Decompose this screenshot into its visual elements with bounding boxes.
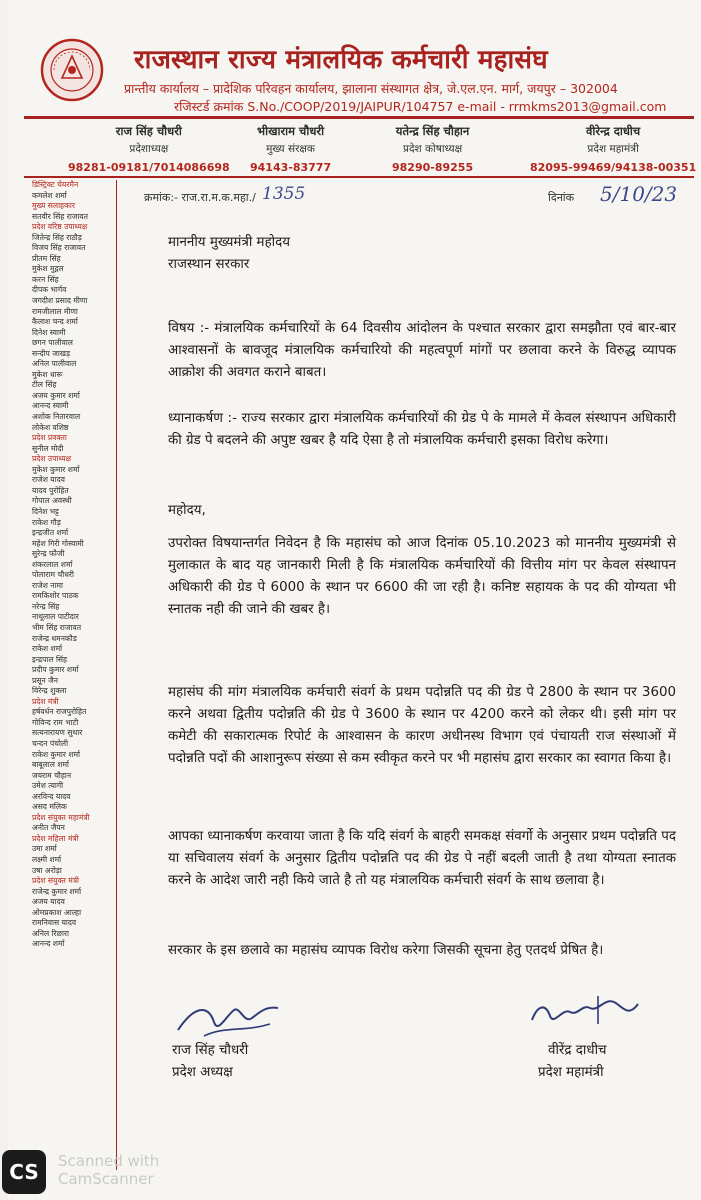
sidebar-member: दिनेश भट्ट: [32, 506, 59, 516]
sidebar-member: गोविन्द राम भाटी: [32, 717, 79, 727]
sidebar-member: उमा शर्मा: [32, 844, 57, 854]
salutation: महोदय,: [168, 503, 206, 518]
sidebar-member: अजय यादव: [32, 897, 65, 907]
sidebar-member: अनीत जैपन: [32, 823, 65, 833]
sidebar-member: राकेश कुमार शर्मा: [32, 749, 81, 759]
sidebar-member: उमेश त्यागी: [32, 781, 64, 791]
sidebar-member: नरेन्द्र सिंह: [32, 601, 60, 611]
federation-logo: [40, 38, 104, 102]
president-signature: [174, 996, 284, 1042]
sidebar-member: शंकरलाल शर्मा: [32, 559, 73, 569]
sidebar-member: कमलेश शर्मा: [32, 190, 67, 200]
officer-role: प्रदेश महामंत्री: [587, 143, 639, 155]
sidebar-member: चन्दन पंचोली: [32, 738, 69, 748]
officer-general-secretary: [530, 124, 696, 174]
reference-label: क्रमांक:- राज.रा.म.क.महा./: [144, 191, 256, 204]
body-paragraph-3: आपका ध्यानाकर्षण करवाया जाता है कि यदि संवर्ग के बाहरी समकक्ष संवर्गो के अनुसार प्रथम पदोन्नति पद या सचिवालय संवर्ग के अनुसार द्वितीय पदोन्नति पद की ग्रेड पे नहीं बदली जाती है तथा योग्यता स्नातक करने के आदेश जारी नही किये जाते है तो यह मंत्रालयिक कर्मचारी संवर्ग के साथ छलावा है।: [168, 829, 676, 888]
officer-name: राज सिंह चौधरी: [115, 124, 182, 138]
officer-name: भीखाराम चौधरी: [257, 124, 325, 138]
sidebar-member: राकेश शर्मा: [32, 644, 63, 654]
sidebar-member: प्रीतम सिंह: [32, 253, 61, 263]
general-secretary-role: प्रदेश महामंत्री: [538, 1065, 604, 1080]
sidebar-member: कैलाश चन्द शर्मा: [32, 317, 78, 327]
sidebar-member: टील सिंह: [32, 380, 57, 390]
officer-phone: 98290-89255: [392, 161, 474, 174]
body-paragraph-2: महासंघ की मांग मंत्रालयिक कर्मचारी संवर्ग के प्रथम पदोन्नति पद की ग्रेड पे 2800 के स्थान पर 3600 करने अथवा द्वितीय पदोन्नति की ग्रेड पे 3600 के स्थान पर 4200 करने को लेकर थी। इसी मांग पर कमेटी की सकारात्मक रिपोर्ट के आश्वासन के कारण अधीनस्थ विभाग एवं पंचायती राज संस्थाओं में पदोन्नति पदों की आशानुरूप संख्या से कम स्वीकृत करने पर भी महासंघ द्वारा सरकार का स्वागत किया है।: [168, 685, 676, 766]
sidebar-member: ओमप्रकाश आल्हा: [32, 907, 82, 917]
sidebar-member: मुकेश कुमार शर्मा: [32, 464, 80, 474]
camscanner-line-2: CamScanner: [58, 1170, 154, 1188]
sidebar-member: यादव पुरोहित: [32, 485, 69, 495]
sidebar-member: विजय सिंह राजावत: [32, 243, 86, 253]
sidebar-member: दीपक भार्गव: [32, 285, 67, 295]
sidebar-member: सतवीर सिंह राजावत: [32, 211, 88, 221]
sidebar-member: जितेन्द्र सिंह राठौड़: [32, 232, 82, 242]
sidebar-member: प्रदेश महिला मंत्री: [32, 833, 79, 843]
sidebar-member: प्रदेश उपाध्यक्ष: [32, 454, 72, 464]
reference-number: 1355: [262, 184, 306, 204]
officer-treasurer: [392, 124, 473, 174]
sidebar-member: प्रदीप कुमार शर्मा: [32, 665, 79, 675]
officer-name: यतेन्द्र सिंह चौहान: [395, 124, 470, 138]
sidebar-member: मुकेश धारू: [32, 369, 63, 379]
header-divider: [24, 116, 694, 119]
sidebar-member: राकेश गौड़: [32, 517, 61, 527]
general-secretary-signature: [528, 990, 648, 1036]
officer-patron: [250, 124, 331, 174]
sidebar-member: सन्दीप जाखड़: [32, 348, 71, 358]
letter-page: [8, 0, 701, 1200]
camscanner-logo: CS: [2, 1150, 46, 1194]
attention-paragraph: ध्यानाकर्षण :- राज्य सरकार द्वारा मंत्रालयिक कर्मचारियों की ग्रेड पे के मामले में केवल संस्थापन अधिकारी की ग्रेड पे बदलने की अपुष्ट खबर है यदि ऐसा है तो मंत्रालयिक कर्मचारी इसका विरोध करेगा।: [168, 411, 676, 448]
sidebar-member: इन्द्रपाल सिंह: [32, 654, 68, 664]
sidebar-member: प्रदेश वरिष्ठ उपाध्यक्ष: [32, 222, 88, 232]
subject-paragraph: विषय :- मंत्रालयिक कर्मचारियों के 64 दिवसीय आंदोलन के पश्चात सरकार द्वारा समझौता एवं बार-बार आश्वासनों के बावजूद मंत्रालयिक कर्मचारियो की महत्वपूर्ण मांगों पर छलावा करने के विरुद्ध व्यापक आक्रोश की अवगत कराने बाबत।: [168, 321, 676, 380]
office-bearers-sidebar: [32, 180, 122, 1180]
sidebar-member: रामजीलाल मीणा: [32, 306, 78, 316]
date-value: 5/10/23: [600, 182, 678, 206]
officer-role: मुख्य संरक्षक: [266, 143, 315, 155]
sidebar-member: राजेन्द्र कुमार शर्मा: [32, 886, 82, 896]
sidebar-member: पोलाराम चौधरी: [32, 570, 74, 580]
sidebar-member: इन्द्रजीत शर्मा: [32, 528, 69, 538]
recipient-line-2: राजस्थान सरकार: [168, 257, 250, 272]
sidebar-member: गोपाल अवस्थी: [32, 496, 72, 506]
sidebar-member: जगदीश प्रसाद मीणा: [32, 296, 88, 306]
sidebar-member: हर्षवर्धन राजपुरोहित: [32, 707, 87, 717]
general-secretary-name: वीरेंद्र दाधीच: [548, 1043, 607, 1058]
sidebar-member: सुनील मोदी: [32, 443, 64, 453]
sidebar-member: प्रदेश संयुक्त मंत्री: [32, 876, 79, 886]
sidebar-member: लक्ष्मी शर्मा: [32, 855, 62, 864]
camscanner-watermark: [58, 1152, 159, 1188]
officer-phone: 98281-09181/7014086698: [68, 161, 230, 174]
date-label: दिनांक: [548, 191, 575, 204]
sidebar-member: अरविन्द यादव: [32, 791, 71, 801]
officer-phone: 94143-83777: [250, 161, 332, 174]
sidebar-member: प्रसून जैन: [32, 675, 58, 685]
sidebar-member: बाबूलाल शर्मा: [32, 760, 69, 770]
sidebar-member: उषा अरोड़ा: [32, 865, 62, 875]
sidebar-member: राजेश यादव: [32, 475, 65, 485]
sidebar-member: राजेन्द्र धमनकौड: [32, 633, 77, 643]
sidebar-member: मुकेश मुद्गल: [32, 264, 64, 274]
closing-paragraph: सरकार के इस छलावे का महासंघ व्यापक विरोध करेगा जिसकी सूचना हेतु एतदर्थ प्रेषित है।: [168, 943, 604, 958]
sidebar-member: दिनेश स्वामी: [32, 327, 66, 337]
officer-role: प्रदेशाध्यक्ष: [129, 143, 169, 155]
officer-name: वीरेन्द्र दाधीच: [586, 124, 641, 138]
officer-president: [68, 124, 230, 174]
sidebar-member: प्रदेश संयुक्त महामंत्री: [32, 812, 90, 822]
sidebar-member: आनन्द स्वामी: [32, 401, 69, 411]
recipient-line-1: माननीय मुख्यमंत्री महोदय: [168, 235, 291, 250]
sidebar-member: रामनिवास यादव: [32, 918, 77, 928]
sidebar-member: छगन पालीवाल: [32, 338, 73, 348]
officer-phone: 82095-99469/94138-00351: [530, 161, 697, 174]
organization-title: राजस्थान राज्य मंत्रालयिक कर्मचारी महासंघ: [134, 45, 548, 75]
sidebar-member: विरेन्द्र शुक्ला: [32, 686, 67, 696]
sidebar-member: अनिल रिछारा: [32, 928, 69, 938]
sidebar-member: रामकिशोर पाठक: [32, 591, 79, 601]
sidebar-member: आनन्द शर्मा: [32, 939, 65, 949]
president-role: प्रदेश अध्यक्ष: [172, 1065, 233, 1080]
sidebar-member: महेश गिरी गोस्वामी: [32, 538, 84, 548]
organization-address: प्रान्तीय कार्यालय – प्रादेशिक परिवहन कार्यालय, झालाना संस्थागत क्षेत्र, जे.एल.एन. मार्ग, जयपुर – 302004: [124, 81, 618, 96]
sidebar-member: अनिल पालीवाल: [32, 359, 77, 369]
sidebar-member: सुरेन्द्र फौजी: [32, 549, 65, 559]
sidebar-member: प्रदेश प्रवक्ता: [32, 433, 67, 443]
sidebar-member: जयराम चौहान: [32, 770, 72, 780]
camscanner-line-1: Scanned with: [58, 1152, 160, 1170]
sidebar-member: असद मलिक: [32, 802, 67, 812]
sidebar-member: करन सिंह: [32, 274, 59, 284]
officer-role: प्रदेश कोषाध्यक्ष: [402, 143, 463, 155]
body-paragraph-1: उपरोक्त विषयान्तर्गत निवेदन है कि महासंघ को आज दिनांक 05.10.2023 को माननीय मुख्यमंत्री से मुलाकात के बाद यह जानकारी मिली है कि मंत्रालयिक कर्मचारियों की वित्तीय मांग पर केवल संस्थापन अधिकारी की ग्रेड पे 6000 के स्थान पर 6600 की जा रही है। कनिष्ट सहायक के पद की योग्यता भी स्नातक नही की जाने की खबर है।: [168, 536, 676, 617]
sidebar-member: लोकेश वशिष्ठ: [32, 422, 69, 432]
sidebar-member: अजय कुमार शर्मा: [32, 390, 80, 400]
officers-divider: [24, 176, 694, 178]
registration-line: रजिस्टर्ड क्रमांक S.No./COOP/2019/JAIPUR/104757 e-mail - rrmkms2013@gmail.com: [174, 99, 667, 114]
sidebar-member: प्रदेश मंत्री: [32, 696, 59, 706]
sidebar-member: मुख्य सलाहकार: [32, 201, 75, 211]
sidebar-member: डिस्ट्रिक्ट चेयरमैन: [32, 180, 79, 189]
sidebar-member: अशोक नितारवाल: [32, 412, 81, 422]
sidebar-member: नाथूलाल पाटीदार: [32, 612, 79, 622]
officers-row: [22, 124, 698, 172]
sidebar-member: राजेश नामा: [32, 580, 63, 590]
sidebar-member: सत्यनारायण सुथार: [32, 728, 83, 738]
sidebar-member: भीम सिंह राजावत: [32, 622, 82, 632]
president-name: राज सिंह चौधरी: [172, 1043, 249, 1058]
sidebar-divider: [116, 180, 117, 1170]
